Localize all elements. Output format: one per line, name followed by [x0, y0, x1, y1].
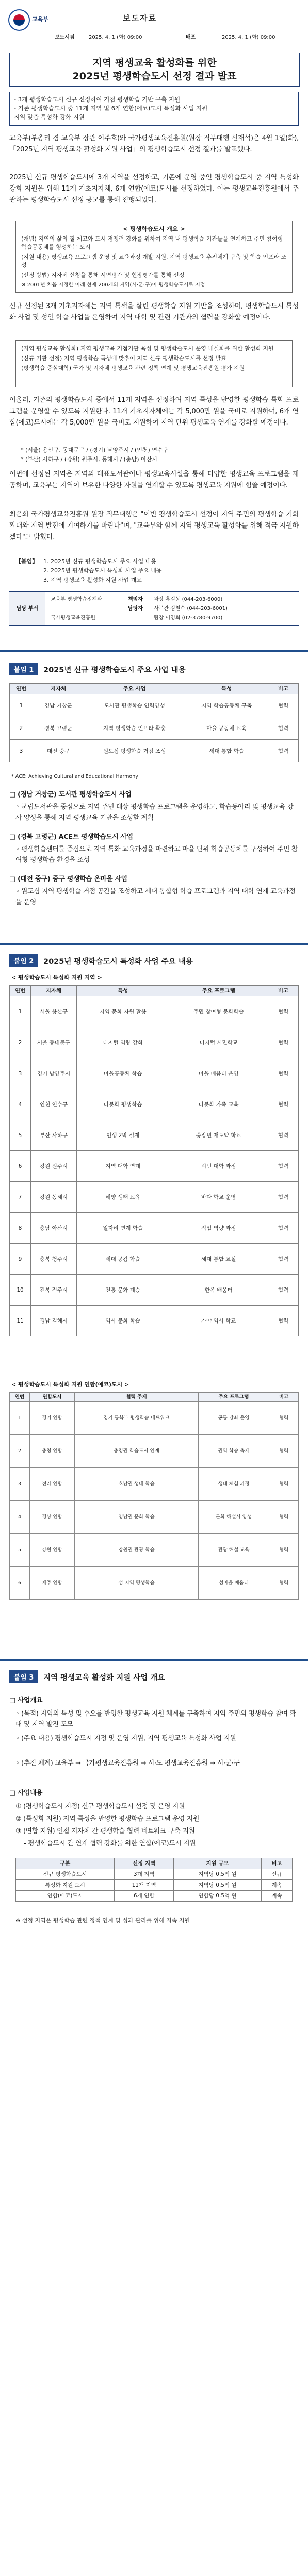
table-cell: 충청권 학습도시 연계 — [75, 1435, 199, 1468]
table-cell: 전라 연합 — [30, 1468, 75, 1501]
appendix-3-item: ② (특성화 지원) 지역 특성을 반영한 평생학습 프로그램 운영 지원 — [15, 1815, 200, 1823]
table-cell: 중장년 재도약 학교 — [169, 1120, 268, 1151]
table-cell: 3개 지역 — [115, 1869, 174, 1880]
table-cell: 충청 연합 — [30, 1435, 75, 1468]
doc-type: 보도자료 — [123, 13, 157, 23]
table-cell: 마을 배움터 운영 — [169, 1058, 268, 1089]
table-cell: 강원권 관광 학습 — [75, 1534, 199, 1567]
table-cell: 협력 — [269, 1534, 299, 1567]
overview-title: < 평생학습도시 개요 > — [123, 225, 185, 232]
table-row — [16, 1891, 293, 1902]
table-cell: 경기 동북부 평생학습 네트워크 — [75, 1402, 199, 1435]
title-line-2: 2025년 평생학습도시 선정 결과 발표 — [72, 71, 237, 82]
appendix-3-item: ◦ (목적) 지역의 특성 및 수요를 반영한 평생교육 지원 체계를 구축하여 지역 주민의 평생학습 참여 확대 및 지역 발전 도모 — [15, 1710, 296, 1728]
table-cell: 협력 — [268, 1306, 299, 1336]
column-header: 특성 — [185, 684, 268, 694]
table-cell: 한옥 배움터 — [169, 1275, 268, 1306]
table-cell: 생태 체험 과정 — [198, 1468, 269, 1501]
column-header: 비고 — [262, 1858, 293, 1869]
column-header: 지자체 — [31, 986, 77, 996]
contacts-dept: 국가평생교육진흥원 — [51, 615, 95, 621]
table-row — [10, 1435, 299, 1468]
table-cell: 디지털 시민학교 — [169, 1027, 268, 1058]
appendix-3-item: - 평생학습도시 간 연계 협력 강화를 위한 연합(에코)도시 지원 — [24, 1840, 196, 1848]
table-row — [10, 1151, 299, 1182]
appendix-1-section-title: □ (경북 고령군) ACE트 평생학습도시 사업 — [9, 833, 133, 841]
table-row — [10, 1402, 299, 1435]
table-cell: 관광 해설 교육 — [198, 1534, 269, 1567]
title-box — [9, 53, 300, 87]
table-cell: 충남 아산시 — [31, 1213, 77, 1244]
table-cell: 신규 — [262, 1869, 293, 1880]
column-header: 연번 — [10, 1393, 30, 1402]
overview-note: ※ 2001년 처음 지정한 이래 현재 200개의 지역(시·군·구)이 평생학습도시로 지정 — [21, 282, 205, 288]
table-cell: 가야 역사 학교 — [169, 1306, 268, 1336]
table-cell: 협력 — [268, 717, 299, 740]
key-point: - 기존 평생학습도시 중 11개 지역 및 6개 연합(에코)도시 특성화 사업 지원 — [14, 105, 208, 112]
table-row — [10, 1244, 299, 1275]
table-cell: 협력 — [268, 740, 299, 762]
table-cell: 4 — [10, 1501, 30, 1534]
table-cell: 인생 2막 설계 — [77, 1120, 169, 1151]
table-row — [10, 1182, 299, 1213]
appendix-1-tag: 붙임 1 — [9, 663, 38, 675]
table-cell: 지역 문화 자원 활용 — [77, 996, 169, 1027]
table-cell: 권역 학습 축제 — [198, 1435, 269, 1468]
appendix-1-title: 2025년 신규 평생학습도시 주요 사업 내용 — [43, 666, 186, 674]
table-cell: 협력 — [268, 694, 299, 717]
table-cell: 11 — [10, 1306, 31, 1336]
policy-item: (신규 기관 선정) 지역 평생학습 특성에 맞추어 지역 신규 평생학습도시를 선정 발표 — [21, 355, 226, 362]
column-header: 주요 사업 — [84, 684, 185, 694]
appendix-3-title: 지역 평생교육 활성화 지원 사업 개요 — [43, 1674, 165, 1682]
table-cell: 마을공동체 학습 — [77, 1058, 169, 1089]
table-cell: 호남권 생태 학습 — [75, 1468, 199, 1501]
column-header: 비고 — [268, 986, 299, 996]
table-row — [10, 717, 299, 740]
table-row — [10, 1306, 299, 1336]
column-header: 연번 — [10, 684, 33, 694]
table-cell: 협력 — [268, 1244, 299, 1275]
appendix-2-subtitle: < 평생학습도시 특성화 지원 연합(에코)도시 > — [11, 1381, 129, 1388]
appendix-2-eco-table — [9, 1392, 299, 1600]
table-cell: 영남권 문화 학습 — [75, 1501, 199, 1534]
column-header: 특성 — [77, 986, 169, 996]
table-row — [10, 1089, 299, 1120]
table-cell: 5 — [10, 1534, 30, 1567]
release-info-bar — [52, 32, 299, 43]
table-cell: 문화 해설사 양성 — [198, 1501, 269, 1534]
section-divider — [0, 943, 308, 945]
column-header: 연번 — [10, 986, 31, 996]
contacts-label: 담당 부서 — [9, 592, 45, 625]
title-line-1: 지역 평생교육 활성화를 위한 — [92, 57, 217, 69]
table-cell: 1 — [10, 1402, 30, 1435]
table-cell: 다문화 가족 교육 — [169, 1089, 268, 1120]
appendix-3-item: ③ (연합 지원) 인접 지자체 간 평생학습 협력 네트워크 구축 지원 — [15, 1827, 195, 1835]
table-cell: 6 — [10, 1567, 30, 1600]
table-cell: 협력 — [268, 1089, 299, 1120]
table-cell: 섬마을 배움터 — [198, 1567, 269, 1600]
table-cell: 협력 — [268, 1275, 299, 1306]
table-cell: 지역당 0.5억 원 — [174, 1880, 262, 1891]
table-cell: 계속 — [262, 1880, 293, 1891]
table-cell: 협력 — [268, 1120, 299, 1151]
table-cell: 세대 통합 학습 — [185, 740, 268, 762]
table-cell: 10 — [10, 1275, 31, 1306]
appendix-3-item: ◦ (주요 내용) 평생학습도시 지정 및 운영 지원, 지역 평생교육 특성화 사업 지원 — [15, 1735, 236, 1742]
table-cell: 서울 동대문구 — [31, 1027, 77, 1058]
table-cell: 협력 — [269, 1402, 299, 1435]
key-point: 지역 맞춤 특성화 강화 지원 — [14, 113, 85, 121]
appendix-3-heading: □ 사업개요 — [9, 1697, 43, 1704]
paragraph-6: 이번에 선정된 지역은 지역의 대표도서관이나 평생교육시설을 통해 다양한 평생교육 프로그램을 제공하며, 교육부는 지역이 보유한 다양한 자원을 연계할 수 있도록 평생교육 지원에 힘쓸 예정이다. — [9, 470, 299, 489]
appendix-1-section-body: ◦ 군립도서관을 중심으로 지역 주민 대상 평생학습 프로그램을 운영하고, 학습동아리 및 평생교육 강사 양성을 통해 지역 평생교육 기반을 조성할 계획 — [15, 803, 294, 822]
table-cell: 협력 — [269, 1435, 299, 1468]
table-cell: 경남 김해시 — [31, 1306, 77, 1336]
table-row — [10, 1567, 299, 1600]
ministry-label: 교육부 — [32, 16, 48, 23]
table-header-row — [16, 1858, 293, 1869]
government-emblem-icon — [8, 9, 30, 31]
table-cell: 협력 — [268, 1027, 299, 1058]
key-point: - 3개 평생학습도시 신규 선정하여 거점 평생학습 기반 구축 지원 — [14, 96, 181, 103]
appendix-1-table — [9, 683, 299, 762]
release-date-label: 보도시점 — [55, 35, 75, 40]
ministry-logo — [8, 9, 30, 31]
table-cell: 6 — [10, 1151, 31, 1182]
table-cell: 주민 참여형 문화학습 — [169, 996, 268, 1027]
table-row — [10, 1468, 299, 1501]
appendix-3-heading: □ 사업내용 — [9, 1789, 43, 1797]
table-cell: 시민 대학 과정 — [169, 1151, 268, 1182]
appendix-2-tag: 붙임 2 — [9, 954, 38, 967]
table-row — [10, 1058, 299, 1089]
column-header: 비고 — [268, 684, 299, 694]
appendix-1-section-body: ◦ 원도심 지역 평생학습 거점 공간을 조성하고 세대 통합형 학습 프로그램과 지역 대학 연계 교육과정을 운영 — [15, 888, 296, 906]
attachment-item: 1. 2025년 신규 평생학습도시 주요 사업 내용 — [43, 558, 156, 565]
table-cell: 다문화 평생학습 — [77, 1089, 169, 1120]
table-row — [10, 740, 299, 762]
policy-item: (지역 평생교육 활성화) 지역 평생교육 거점기관 육성 및 평생학습도시 운영 내실화를 위한 활성화 지원 — [21, 345, 274, 352]
table-cell: 강원 원주시 — [31, 1151, 77, 1182]
column-header: 연합도시 — [30, 1393, 75, 1402]
table-cell: 바다 학교 운영 — [169, 1182, 268, 1213]
dist-date-value: 2025. 4. 1.(화) 09:00 — [222, 35, 275, 40]
overview-item: (지원 내용) 평생교육 프로그램 운영 및 교육과정 개발 지원, 지역 평생교육 추진체계 구축 및 학습 인프라 조성 — [21, 253, 287, 268]
column-header: 협력 주제 — [75, 1393, 199, 1402]
section-divider — [0, 1659, 308, 1661]
table-row — [10, 1120, 299, 1151]
table-cell: 2 — [10, 1027, 31, 1058]
appendix-1-section-title: □ (경남 거창군) 도서관 평생학습도시 사업 — [9, 791, 132, 799]
appendix-1-section-title: □ (대전 중구) 중구 평생학습 온마을 사업 — [9, 875, 127, 883]
table-row — [10, 996, 299, 1027]
region-list-item: * (서울) 용산구, 동대문구 / (경기) 남양주시 / (인천) 연수구 — [21, 447, 169, 453]
column-header: 선정 지역 — [115, 1858, 174, 1869]
table-cell: 세대 공감 학습 — [77, 1244, 169, 1275]
table-cell: 특성화 지원 도시 — [16, 1880, 115, 1891]
table-cell: 계속 — [262, 1891, 293, 1902]
table-cell: 5 — [10, 1120, 31, 1151]
table-cell: 직업 역량 과정 — [169, 1213, 268, 1244]
table-cell: 전통 문화 계승 — [77, 1275, 169, 1306]
release-date-value: 2025. 4. 1.(화) 09:00 — [89, 35, 142, 40]
table-cell: 연합당 0.5억 원 — [174, 1891, 262, 1902]
dist-date-label: 배포 — [186, 35, 196, 40]
table-cell: 일자리 연계 학습 — [77, 1213, 169, 1244]
table-cell: 공동 강좌 운영 — [198, 1402, 269, 1435]
table-cell: 지역 학습공동체 구축 — [185, 694, 268, 717]
policy-item: (평생학습 중심대학) 국가 및 지자체 평생교육 관련 정책 연계 및 평생교육진흥원 평가 지원 — [21, 365, 245, 371]
attachment-item: 2. 2025년 평생학습도시 특성화 사업 주요 내용 — [43, 567, 162, 574]
paragraph-7: 최은희 국가평생교육진흥원 원장 직무대행은 "이번 평생학습도시 선정이 지역 주민의 평생학습 기회 확대와 지역 발전에 기여하기를 바란다"며, "교육부와 함께 지역 평생교육 활성화를 위해 적극 지원하겠다"고 밝혔다. — [9, 511, 299, 541]
table-cell: 1 — [10, 694, 33, 717]
column-header: 주요 프로그램 — [169, 986, 268, 996]
appendix-2-table — [9, 985, 299, 1336]
table-row — [10, 1213, 299, 1244]
attachment-item: 3. 지역 평생교육 활성화 지원 사업 개요 — [43, 577, 142, 583]
column-header: 지자체 — [33, 684, 84, 694]
table-cell: 협력 — [268, 1213, 299, 1244]
table-row — [16, 1869, 293, 1880]
table-cell: 경기 연합 — [30, 1402, 75, 1435]
table-cell: 협력 — [268, 996, 299, 1027]
table-cell: 3 — [10, 740, 33, 762]
section-divider — [0, 650, 308, 652]
table-cell: 협력 — [269, 1468, 299, 1501]
table-cell: 11개 지역 — [115, 1880, 174, 1891]
table-cell: 원도심 평생학습 거점 조성 — [84, 740, 185, 762]
table-cell: 협력 — [268, 1058, 299, 1089]
table-row — [10, 1534, 299, 1567]
table-row — [10, 1275, 299, 1306]
table-cell: 강원 동해시 — [31, 1182, 77, 1213]
contacts-name: 팀장 이영희 (02-3780-9700) — [154, 615, 223, 621]
table-cell: 인천 연수구 — [31, 1089, 77, 1120]
paragraph-1: 교육부(부총리 겸 교육부 장관 이주호)와 국가평생교육진흥원(원장 직무대행 신재석)은 4월 1일(화), 「2025년 지역 평생교육 활성화 지원 사업」의 평생학습도시 선정 결과를 발표했다. — [9, 134, 299, 154]
overview-item: (개념) 지역의 삶의 질 제고와 도시 경쟁력 강화를 위하여 지역 내 평생학습 기관들을 연계하고 주민 참여형 학습공동체를 형성하는 도시 — [21, 235, 283, 250]
table-cell: 협력 — [268, 1182, 299, 1213]
appendix-3-item: ◦ (추진 체계) 교육부 → 국가평생교육진흥원 → 시·도 평생교육진흥원 → 시·군·구 — [15, 1759, 240, 1767]
table-cell: 8 — [10, 1213, 31, 1244]
table-row — [10, 694, 299, 717]
table-cell: 경기 남양주시 — [31, 1058, 77, 1089]
table-cell: 해양 생태 교육 — [77, 1182, 169, 1213]
table-row — [16, 1880, 293, 1891]
table-cell: 충북 청주시 — [31, 1244, 77, 1275]
policy-box — [15, 340, 293, 387]
table-cell: 2 — [10, 717, 33, 740]
contacts-name: 사무관 김철수 (044-203-6001) — [154, 606, 228, 612]
appendix-3-table — [15, 1858, 293, 1902]
paragraph-3: 신규 선정된 3개 기초지자체는 지역 특색을 살린 평생학습 지원 기반을 조성하며, 평생학습도시 특성화 사업 및 성인 학습 사업을 운영하여 지역 대학 및 관련 기관과의 협력을 강화할 예정이다. — [9, 302, 299, 321]
appendix-3-item: ① (평생학습도시 지정) 신규 평생학습도시 선정 및 운영 지원 — [15, 1803, 185, 1810]
attachments-label: 【붙임】 — [15, 558, 38, 565]
table-cell: 신규 평생학습도시 — [16, 1869, 115, 1880]
table-row — [10, 1027, 299, 1058]
table-cell: 섬 지역 평생학습 — [75, 1567, 199, 1600]
contacts-name: 과장 홍길동 (044-203-6000) — [154, 597, 223, 602]
table-cell: 대전 중구 — [33, 740, 84, 762]
table-cell: 연합(에코)도시 — [16, 1891, 115, 1902]
column-header: 구분 — [16, 1858, 115, 1869]
paragraph-4: 이울러, 기존의 평생학습도시 중에서 11개 지역을 선정하여 지역 특성을 반영한 평생학습 특화 프로그램을 운영할 수 있도록 지원한다. 11개 기초지자체에는 각 5,000만 원을 국비로 지원하며, 6개 연합(에코)도시에는 각 5,000만 원을 국비로 지원하여 지역 단위 평생교육 연계를 강화할 예정이다. — [9, 396, 299, 427]
table-cell: 7 — [10, 1182, 31, 1213]
appendix-2-subtitle: < 평생학습도시 특성화 지원 지역 > — [11, 974, 102, 981]
table-cell: 서울 용산구 — [31, 996, 77, 1027]
column-header: 비고 — [269, 1393, 299, 1402]
contacts-box — [9, 591, 299, 626]
table-cell: 전북 전주시 — [31, 1275, 77, 1306]
overview-item: (선정 방법) 지자체 신청을 통해 서면평가 및 현장평가를 통해 선정 — [21, 272, 185, 278]
table-header-row — [10, 684, 299, 694]
table-cell: 세대 통합 교실 — [169, 1244, 268, 1275]
table-cell: 마을 공동체 교육 — [185, 717, 268, 740]
table-row — [10, 1501, 299, 1534]
table-cell: 3 — [10, 1468, 30, 1501]
table-cell: 도서관 평생학습 인력양성 — [84, 694, 185, 717]
region-list-item: * (부산) 사하구 / (강원) 원주시, 동해시 / (충남) 아산시 — [21, 456, 157, 463]
table-header-row — [10, 1393, 299, 1402]
table-cell: 강원 연합 — [30, 1534, 75, 1567]
appendix-3-footnote: ※ 선정 지역은 평생학습 관련 정책 연계 및 성과 관리를 위해 지속 지원 — [15, 1917, 190, 1924]
table-cell: 협력 — [269, 1501, 299, 1534]
table-cell: 1 — [10, 996, 31, 1027]
table-cell: 디지털 역량 강화 — [77, 1027, 169, 1058]
table-cell: 지역 평생학습 인프라 확충 — [84, 717, 185, 740]
table-header-row — [10, 986, 299, 996]
table-cell: 역사 문화 학습 — [77, 1306, 169, 1336]
contacts-role: 담당자 — [128, 606, 143, 612]
contacts-role: 책임자 — [128, 597, 143, 602]
table-cell: 지역당 0.5억 원 — [174, 1869, 262, 1880]
table-cell: 경상 연합 — [30, 1501, 75, 1534]
appendix-2-title: 2025년 평생학습도시 특성화 사업 주요 내용 — [43, 958, 193, 966]
contacts-dept: 교육부 평생학습정책과 — [51, 597, 102, 602]
column-header: 지원 규모 — [174, 1858, 262, 1869]
table-cell: 제주 연합 — [30, 1567, 75, 1600]
table-cell: 협력 — [268, 1151, 299, 1182]
table-cell: 4 — [10, 1089, 31, 1120]
table-cell: 지역 대학 연계 — [77, 1151, 169, 1182]
table-cell: 6개 연합 — [115, 1891, 174, 1902]
table-cell: 협력 — [269, 1567, 299, 1600]
table-cell: 경북 고령군 — [33, 717, 84, 740]
table-cell: 경남 거창군 — [33, 694, 84, 717]
table-cell: 3 — [10, 1058, 31, 1089]
column-header: 주요 프로그램 — [198, 1393, 269, 1402]
table-cell: 9 — [10, 1244, 31, 1275]
appendix-3-tag: 붙임 3 — [9, 1670, 38, 1683]
paragraph-2: 2025년 신규 평생학습도시에 3개 지역을 선정하고, 기존에 운영 중인 평생학습도시 중 지역 특성화 강화 지원을 위해 11개 기초지자체, 6개 연합(에코)도시를 선정하였다. 이는 평생교육진흥원에서 주관하는 평생학습도시 선정 공모를 통해 진행되었다. — [9, 174, 299, 204]
table-cell: 2 — [10, 1435, 30, 1468]
overview-box — [15, 221, 293, 293]
appendix-1-note: * ACE: Achieving Cultural and Educational Harmony — [11, 774, 138, 779]
key-points-box — [9, 92, 299, 126]
table-cell: 부산 사하구 — [31, 1120, 77, 1151]
appendix-1-section-body: ◦ 평생학습센터를 중심으로 지역 특화 교육과정을 마련하고 마을 단위 학습공동체를 구성하여 주민 참여형 평생학습 환경을 조성 — [15, 845, 298, 864]
